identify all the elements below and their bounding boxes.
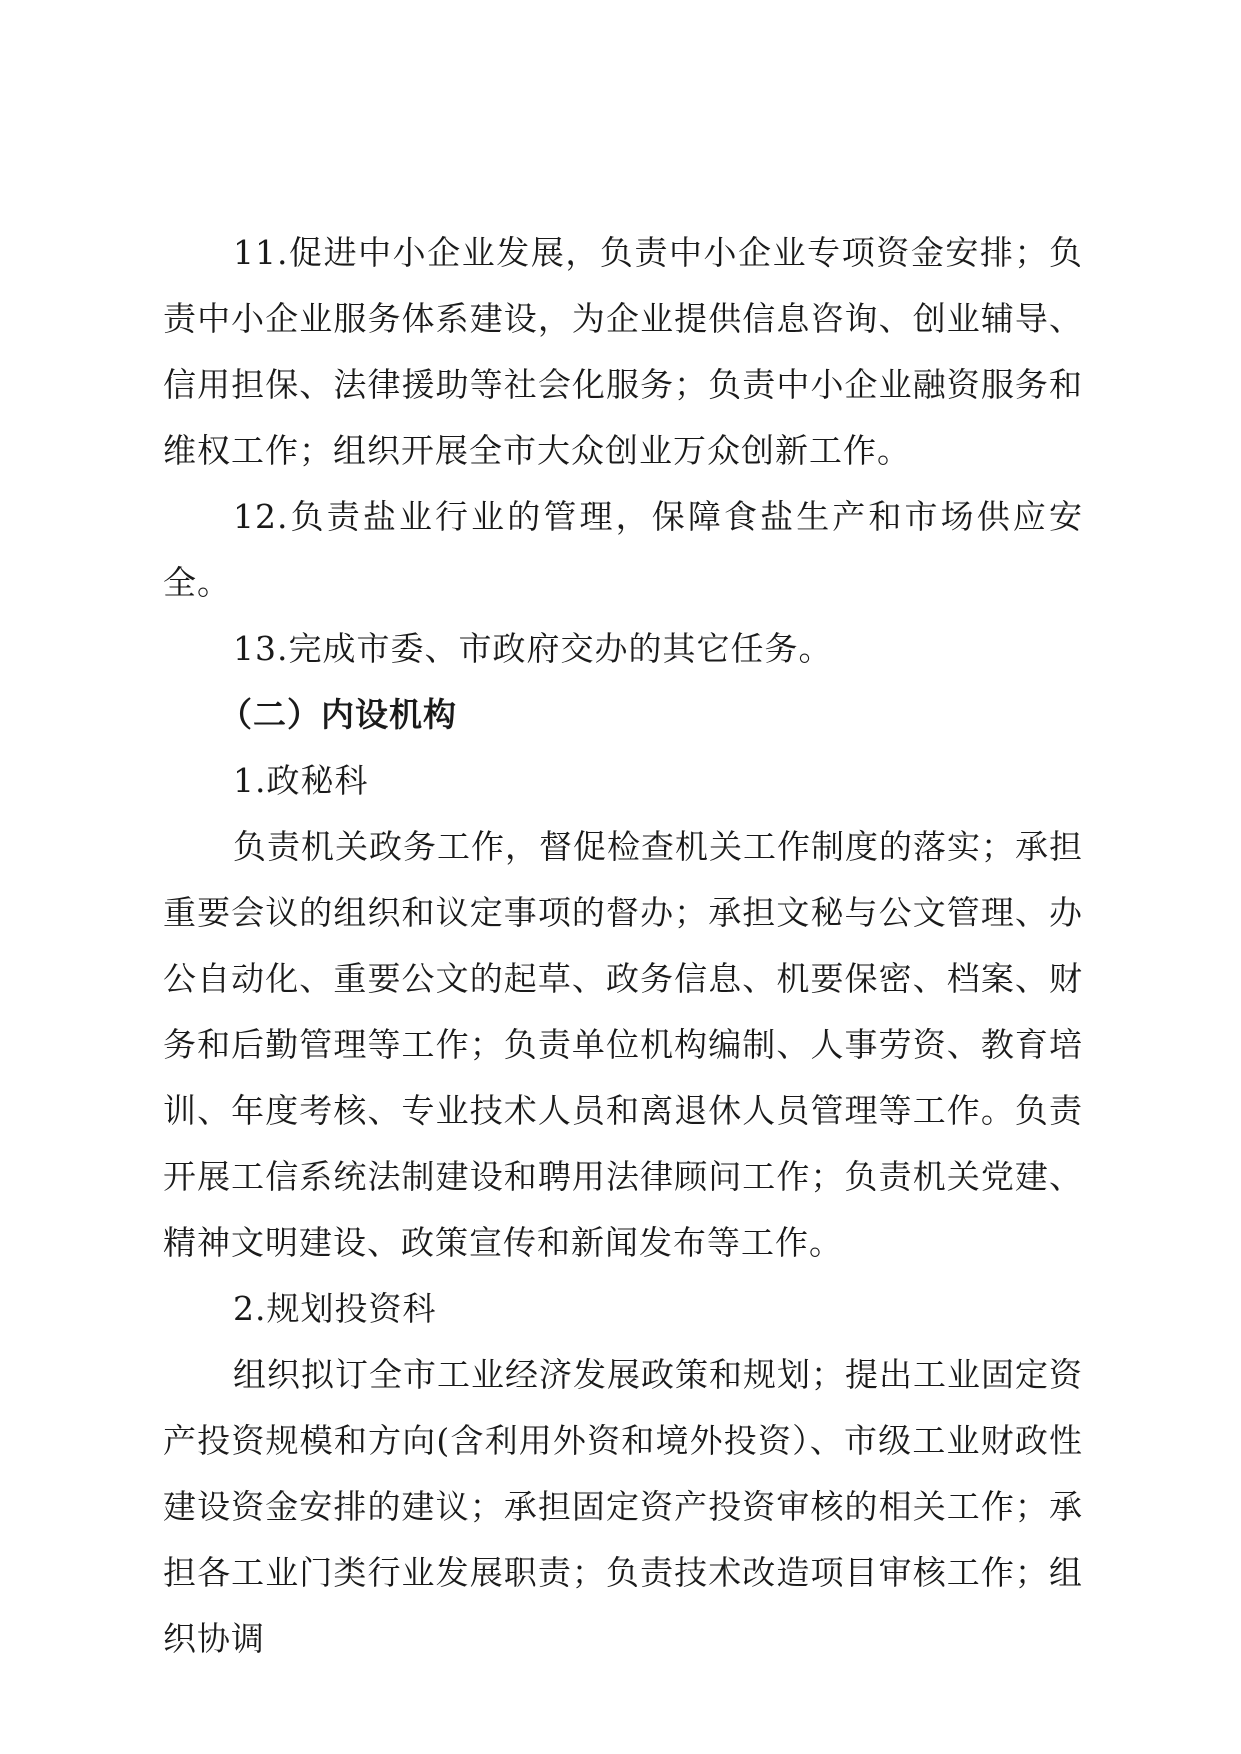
subheading-political-secretary-section: 1.政秘科 [233,761,369,800]
subheading-planning-investment-section: 2.规划投资科 [233,1289,437,1328]
document-body [163,220,1083,1672]
paragraph-item-11: 11.促进中小企业发展，负责中小企业专项资金安排；负责中小企业服务体系建设，为企业提供信息咨询、创业辅导、信用担保、法律援助等社会化服务；负责中小企业融资服务和维权工作；组织开展全市大众创业万众创新工作。 [163,233,1083,470]
section-heading-internal-organs: （二）内设机构 [219,695,457,734]
paragraph-item-12: 12.负责盐业行业的管理，保障食盐生产和市场供应安全。 [163,497,1083,602]
paragraph-planning-investment-duties: 组织拟订全市工业经济发展政策和规划；提出工业固定资产投资规模和方向(含利用外资和境外投资）、市级工业财政性建设资金安排的建议；承担固定资产投资审核的相关工作；承担各工业门类行业发展职责；负责技术改造项目审核工作；组织协调 [163,1355,1083,1658]
paragraph-item-13: 13.完成市委、市政府交办的其它任务。 [233,629,833,668]
paragraph-political-secretary-duties: 负责机关政务工作，督促检查机关工作制度的落实；承担重要会议的组织和议定事项的督办；承担文秘与公文管理、办公自动化、重要公文的起草、政务信息、机要保密、档案、财务和后勤管理等工作；负责单位机构编制、人事劳资、教育培训、年度考核、专业技术人员和离退休人员管理等工作。负责开展工信系统法制建设和聘用法律顾问工作；负责机关党建、精神文明建设、政策宣传和新闻发布等工作。 [163,827,1083,1262]
